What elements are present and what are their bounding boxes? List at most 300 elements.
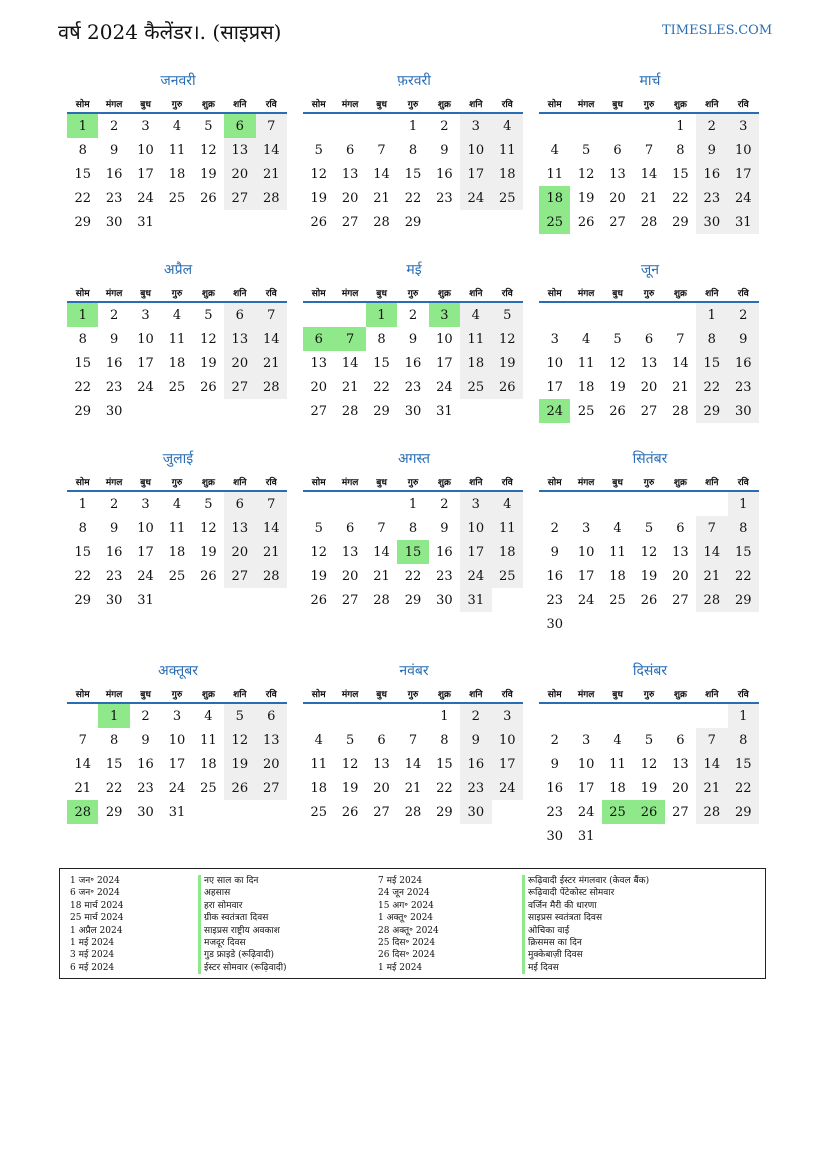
holiday-date: 25 मार्च 2024 xyxy=(70,913,124,924)
empty-cell xyxy=(429,210,460,234)
weekday-header: बुध xyxy=(130,684,161,703)
day-cell: 28 xyxy=(672,403,689,419)
weekday-header: गुरु xyxy=(397,684,428,703)
day-cell: 4 xyxy=(172,118,182,134)
weekday-header: रवि xyxy=(728,472,759,491)
day-cell: 31 xyxy=(728,210,759,234)
day-cell: 16 xyxy=(460,752,491,776)
holiday-date: 15 अग॰ 2024 xyxy=(378,900,434,911)
day-cell: 7 xyxy=(696,516,727,540)
weekday-header: सोम xyxy=(539,684,570,703)
weekday-header: मंगल xyxy=(334,684,365,703)
weekday-header: रवि xyxy=(728,94,759,113)
day-cell: 1 xyxy=(696,302,727,327)
weekday-header: शुक्र xyxy=(665,684,696,703)
day-cell: 14 xyxy=(373,544,390,560)
day-cell: 19 xyxy=(640,780,658,796)
day-cell: 8 xyxy=(728,728,759,752)
day-cell: 6 xyxy=(644,331,654,347)
day-cell: 9 xyxy=(440,520,449,536)
day-cell: 2 xyxy=(550,520,559,536)
day-cell: 6 xyxy=(613,142,622,158)
day-cell: 14 xyxy=(74,756,91,772)
weekday-header: शनि xyxy=(696,94,727,113)
day-cell: 12 xyxy=(341,756,359,772)
day-cell: 24 xyxy=(728,186,759,210)
empty-cell xyxy=(366,703,397,728)
day-cell: 6 xyxy=(345,520,355,536)
day-cell: 25 xyxy=(460,375,491,399)
day-cell: 30 xyxy=(105,592,123,608)
empty-cell xyxy=(696,612,727,636)
day-cell: 5 xyxy=(314,520,323,536)
day-cell: 28 xyxy=(256,564,287,588)
empty-cell xyxy=(256,210,287,234)
weekday-header: सोम xyxy=(539,472,570,491)
day-cell: 2 xyxy=(141,708,150,724)
day-cell: 17 xyxy=(492,752,523,776)
day-cell: 13 xyxy=(341,166,359,182)
day-cell: 16 xyxy=(137,756,154,772)
day-cell: 4 xyxy=(460,302,491,327)
weekday-header: बुध xyxy=(130,94,161,113)
day-cell: 21 xyxy=(341,379,359,395)
day-cell: 28 xyxy=(373,214,390,230)
weekday-header: सोम xyxy=(303,472,334,491)
empty-cell xyxy=(633,612,664,636)
day-cell: 7 xyxy=(256,491,287,516)
day-cell: 15 xyxy=(404,166,422,182)
day-cell: 29 xyxy=(74,214,91,230)
weekday-header: रवि xyxy=(492,94,523,113)
day-cell: 9 xyxy=(408,331,418,347)
empty-cell xyxy=(696,703,727,728)
day-cell: 26 xyxy=(341,804,359,820)
weekday-header: मंगल xyxy=(334,472,365,491)
day-cell: 14 xyxy=(696,540,727,564)
day-cell: 21 xyxy=(696,776,727,800)
weekday-header: मंगल xyxy=(334,283,365,302)
day-cell: 19 xyxy=(341,780,359,796)
day-cell: 26 xyxy=(310,592,327,608)
day-cell: 18 xyxy=(539,186,570,210)
day-cell: 20 xyxy=(373,780,390,796)
day-cell: 21 xyxy=(74,780,91,796)
holiday-date: 3 मई 2024 xyxy=(70,950,115,961)
day-cell: 25 xyxy=(492,564,523,588)
day-cell: 28 xyxy=(640,214,658,230)
empty-cell xyxy=(366,113,397,138)
day-cell: 8 xyxy=(78,520,87,536)
day-cell: 5 xyxy=(492,302,523,327)
day-cell: 24 xyxy=(168,780,186,796)
day-cell: 9 xyxy=(460,728,491,752)
empty-cell xyxy=(193,588,224,612)
month-name: अक्तूबर xyxy=(158,663,198,679)
weekday-header: शुक्र xyxy=(193,283,224,302)
empty-cell xyxy=(665,824,696,848)
day-cell: 28 xyxy=(341,403,359,419)
day-cell: 21 xyxy=(373,190,390,206)
day-cell: 7 xyxy=(696,728,727,752)
day-cell: 2 xyxy=(109,496,119,512)
weekday-header: बुध xyxy=(602,472,633,491)
day-cell: 26 xyxy=(200,190,217,206)
day-cell: 28 xyxy=(256,375,287,399)
day-cell: 3 xyxy=(141,496,150,512)
empty-cell xyxy=(492,588,523,612)
day-cell: 7 xyxy=(377,142,386,158)
day-cell: 4 xyxy=(172,496,182,512)
day-cell: 19 xyxy=(577,190,595,206)
site-link[interactable]: TIMESLES.COM xyxy=(662,23,773,38)
day-cell: 29 xyxy=(436,804,453,820)
day-cell: 24 xyxy=(539,399,570,423)
day-cell: 16 xyxy=(105,166,123,182)
day-cell: 11 xyxy=(310,756,327,772)
holiday-date: 18 मार्च 2024 xyxy=(70,900,124,911)
weekday-header: गुरु xyxy=(633,94,664,113)
day-cell: 9 xyxy=(550,756,559,772)
day-cell: 9 xyxy=(550,544,559,560)
empty-cell xyxy=(633,824,664,848)
empty-cell xyxy=(130,399,161,423)
day-cell: 25 xyxy=(310,804,327,820)
empty-cell xyxy=(570,491,601,516)
empty-cell xyxy=(539,491,570,516)
day-cell: 27 xyxy=(373,804,390,820)
day-cell: 13 xyxy=(609,166,626,182)
day-cell: 5 xyxy=(644,732,654,748)
day-cell: 14 xyxy=(373,166,390,182)
day-cell: 2 xyxy=(460,703,491,728)
day-cell: 29 xyxy=(672,214,689,230)
empty-cell xyxy=(161,399,192,423)
month-name: फ़रवरी xyxy=(397,73,431,89)
day-cell: 21 xyxy=(696,564,727,588)
day-cell: 28 xyxy=(696,588,727,612)
empty-cell xyxy=(161,210,192,234)
weekday-header: मंगल xyxy=(98,94,129,113)
month-name: सितंबर xyxy=(632,451,668,467)
month-calendar xyxy=(539,72,761,234)
day-cell: 12 xyxy=(310,544,327,560)
day-cell: 8 xyxy=(408,142,418,158)
day-cell: 25 xyxy=(200,780,217,796)
empty-cell xyxy=(460,210,491,234)
day-cell: 7 xyxy=(676,331,685,347)
day-cell: 25 xyxy=(168,379,186,395)
day-cell: 9 xyxy=(696,138,727,162)
day-cell: 30 xyxy=(728,399,759,423)
weekday-header: शुक्र xyxy=(429,94,460,113)
empty-cell xyxy=(539,703,570,728)
day-cell: 4 xyxy=(613,520,622,536)
empty-cell xyxy=(633,491,664,516)
day-cell: 17 xyxy=(137,544,154,560)
month-name: मई xyxy=(406,262,422,278)
day-cell: 31 xyxy=(168,804,186,820)
day-cell: 15 xyxy=(696,351,727,375)
day-cell: 13 xyxy=(224,138,255,162)
day-cell: 12 xyxy=(492,327,523,351)
day-cell: 8 xyxy=(696,327,727,351)
holiday-date: 7 मई 2024 xyxy=(378,876,423,886)
empty-cell xyxy=(602,824,633,848)
day-cell: 16 xyxy=(436,166,453,182)
day-cell: 30 xyxy=(696,210,727,234)
day-cell: 5 xyxy=(314,142,323,158)
day-cell: 17 xyxy=(728,162,759,186)
weekday-header: गुरु xyxy=(633,472,664,491)
day-cell: 17 xyxy=(460,540,491,564)
day-cell: 16 xyxy=(404,355,422,371)
weekday-header: रवि xyxy=(256,684,287,703)
day-cell: 15 xyxy=(728,540,759,564)
day-cell: 16 xyxy=(105,544,123,560)
holiday-name: साइप्रस राष्ट्रीय अवकाश xyxy=(198,925,287,937)
month-name: अप्रैल xyxy=(163,262,193,278)
weekday-header: मंगल xyxy=(570,94,601,113)
month-name: जनवरी xyxy=(160,73,196,89)
day-cell: 6 xyxy=(676,732,685,748)
day-cell: 15 xyxy=(74,544,91,560)
day-cell: 24 xyxy=(436,379,453,395)
day-cell: 7 xyxy=(256,113,287,138)
day-cell: 25 xyxy=(609,592,626,608)
day-cell: 17 xyxy=(577,780,595,796)
empty-cell xyxy=(602,302,633,327)
day-cell: 11 xyxy=(168,520,186,536)
empty-cell xyxy=(602,113,633,138)
day-cell: 21 xyxy=(672,379,689,395)
day-cell: 7 xyxy=(408,732,418,748)
day-cell: 10 xyxy=(492,728,523,752)
day-cell: 1 xyxy=(676,118,685,134)
day-cell: 25 xyxy=(168,568,186,584)
weekday-header: बुध xyxy=(366,283,397,302)
day-cell: 25 xyxy=(539,210,570,234)
weekday-header: गुरु xyxy=(161,684,192,703)
day-cell: 26 xyxy=(609,403,626,419)
holiday-name: साइप्रस स्वतंत्रता दिवस xyxy=(522,912,649,924)
holiday-name: हरा सोमवार xyxy=(198,900,287,912)
day-cell: 19 xyxy=(200,544,217,560)
weekday-header: गुरु xyxy=(161,94,192,113)
weekday-header: सोम xyxy=(67,472,98,491)
day-cell: 31 xyxy=(460,588,491,612)
day-cell: 18 xyxy=(577,379,595,395)
empty-cell xyxy=(570,703,601,728)
holiday-names-col1 xyxy=(198,875,287,974)
day-cell: 23 xyxy=(546,592,563,608)
empty-cell xyxy=(492,800,523,824)
day-cell: 16 xyxy=(696,162,727,186)
month-calendar xyxy=(539,261,761,423)
day-cell: 26 xyxy=(640,592,658,608)
empty-cell xyxy=(633,113,664,138)
day-cell: 2 xyxy=(696,113,727,138)
day-cell: 6 xyxy=(676,520,685,536)
empty-cell xyxy=(665,703,696,728)
day-cell: 27 xyxy=(609,214,626,230)
day-cell: 1 xyxy=(67,302,98,327)
empty-cell xyxy=(570,302,601,327)
day-cell: 18 xyxy=(168,544,186,560)
day-cell: 13 xyxy=(341,544,359,560)
holiday-name: मजदूर दिवस xyxy=(198,937,287,949)
day-cell: 18 xyxy=(460,351,491,375)
day-cell: 15 xyxy=(105,756,123,772)
weekday-header: बुध xyxy=(366,472,397,491)
weekday-header: रवि xyxy=(492,684,523,703)
day-cell: 1 xyxy=(408,118,418,134)
weekday-header: बुध xyxy=(130,472,161,491)
weekday-header: गुरु xyxy=(161,283,192,302)
day-cell: 30 xyxy=(460,800,491,824)
day-cell: 27 xyxy=(672,804,689,820)
day-cell: 21 xyxy=(256,540,287,564)
empty-cell xyxy=(397,703,428,728)
weekday-header: रवि xyxy=(256,283,287,302)
day-cell: 19 xyxy=(224,752,255,776)
weekday-header: गुरु xyxy=(633,283,664,302)
day-cell: 27 xyxy=(672,592,689,608)
weekday-header: मंगल xyxy=(98,283,129,302)
empty-cell xyxy=(539,302,570,327)
weekday-header: शनि xyxy=(696,283,727,302)
day-cell: 18 xyxy=(492,540,523,564)
weekday-header: रवि xyxy=(492,283,523,302)
page-title: वर्ष 2024 कैलेंडर।. (साइप्रस) xyxy=(58,20,282,44)
empty-cell xyxy=(67,703,98,728)
day-cell: 3 xyxy=(172,708,182,724)
day-cell: 5 xyxy=(204,496,213,512)
day-cell: 20 xyxy=(256,752,287,776)
day-cell: 30 xyxy=(546,828,563,844)
day-cell: 5 xyxy=(345,732,355,748)
day-cell: 3 xyxy=(581,732,591,748)
day-cell: 12 xyxy=(224,728,255,752)
empty-cell xyxy=(665,612,696,636)
weekday-header: शनि xyxy=(460,94,491,113)
weekday-header: रवि xyxy=(256,472,287,491)
day-cell: 10 xyxy=(546,355,563,371)
day-cell: 19 xyxy=(640,568,658,584)
day-cell: 11 xyxy=(492,138,523,162)
day-cell: 7 xyxy=(78,732,87,748)
month-calendar xyxy=(67,662,289,824)
day-cell: 27 xyxy=(224,375,255,399)
day-cell: 15 xyxy=(672,166,689,182)
day-cell: 19 xyxy=(310,568,327,584)
weekday-header: बुध xyxy=(130,283,161,302)
empty-cell xyxy=(602,612,633,636)
empty-cell xyxy=(161,588,192,612)
day-cell: 18 xyxy=(609,780,626,796)
day-cell: 24 xyxy=(137,190,154,206)
day-cell: 9 xyxy=(728,327,759,351)
holiday-date: 1 मई 2024 xyxy=(378,962,423,973)
empty-cell xyxy=(728,824,759,848)
day-cell: 31 xyxy=(577,828,595,844)
weekday-header: बुध xyxy=(366,94,397,113)
day-cell: 8 xyxy=(408,520,418,536)
empty-cell xyxy=(224,210,255,234)
holiday-name: ओचिका वाई xyxy=(522,925,649,937)
day-cell: 20 xyxy=(224,162,255,186)
day-cell: 1 xyxy=(728,703,759,728)
day-cell: 22 xyxy=(672,190,689,206)
day-cell: 29 xyxy=(373,403,390,419)
day-cell: 26 xyxy=(492,375,523,399)
weekday-header: सोम xyxy=(67,283,98,302)
empty-cell xyxy=(256,399,287,423)
weekday-header: मंगल xyxy=(570,684,601,703)
day-cell: 17 xyxy=(436,355,453,371)
day-cell: 5 xyxy=(224,703,255,728)
month-calendar xyxy=(67,261,289,423)
day-cell: 3 xyxy=(429,302,460,327)
empty-cell xyxy=(665,302,696,327)
day-cell: 17 xyxy=(168,756,186,772)
day-cell: 29 xyxy=(696,399,727,423)
holiday-dates-col1 xyxy=(70,875,124,974)
day-cell: 20 xyxy=(672,568,689,584)
day-cell: 22 xyxy=(436,780,453,796)
day-cell: 6 xyxy=(224,302,255,327)
holiday-date: 1 जन॰ 2024 xyxy=(70,876,120,886)
empty-cell xyxy=(193,210,224,234)
empty-cell xyxy=(303,491,334,516)
day-cell: 12 xyxy=(310,166,327,182)
day-cell: 12 xyxy=(640,544,658,560)
day-cell: 19 xyxy=(492,351,523,375)
day-cell: 15 xyxy=(373,355,390,371)
day-cell: 23 xyxy=(728,375,759,399)
day-cell: 10 xyxy=(728,138,759,162)
day-cell: 2 xyxy=(550,732,559,748)
month-name: दिसंबर xyxy=(632,663,668,679)
day-cell: 30 xyxy=(105,403,123,419)
empty-cell xyxy=(696,491,727,516)
day-cell: 10 xyxy=(436,331,453,347)
day-cell: 22 xyxy=(404,190,422,206)
day-cell: 10 xyxy=(168,732,186,748)
weekday-header: सोम xyxy=(539,94,570,113)
day-cell: 1 xyxy=(366,302,397,327)
day-cell: 7 xyxy=(377,520,386,536)
weekday-header: गुरु xyxy=(633,684,664,703)
day-cell: 9 xyxy=(141,732,150,748)
day-cell: 5 xyxy=(644,520,654,536)
day-cell: 31 xyxy=(137,214,154,230)
empty-cell xyxy=(665,491,696,516)
day-cell: 10 xyxy=(577,756,595,772)
day-cell: 23 xyxy=(105,379,123,395)
holiday-date: 25 दिस॰ 2024 xyxy=(378,937,436,948)
day-cell: 27 xyxy=(310,403,327,419)
day-cell: 15 xyxy=(397,540,428,564)
day-cell: 21 xyxy=(404,780,422,796)
day-cell: 24 xyxy=(137,379,154,395)
month-calendar xyxy=(67,450,289,612)
empty-cell xyxy=(256,800,287,824)
day-cell: 30 xyxy=(546,616,563,632)
holiday-name: रूढ़िवादी ईस्टर मंगलवार (केवल बैंक) xyxy=(522,875,649,887)
weekday-header: मंगल xyxy=(334,94,365,113)
day-cell: 25 xyxy=(492,186,523,210)
